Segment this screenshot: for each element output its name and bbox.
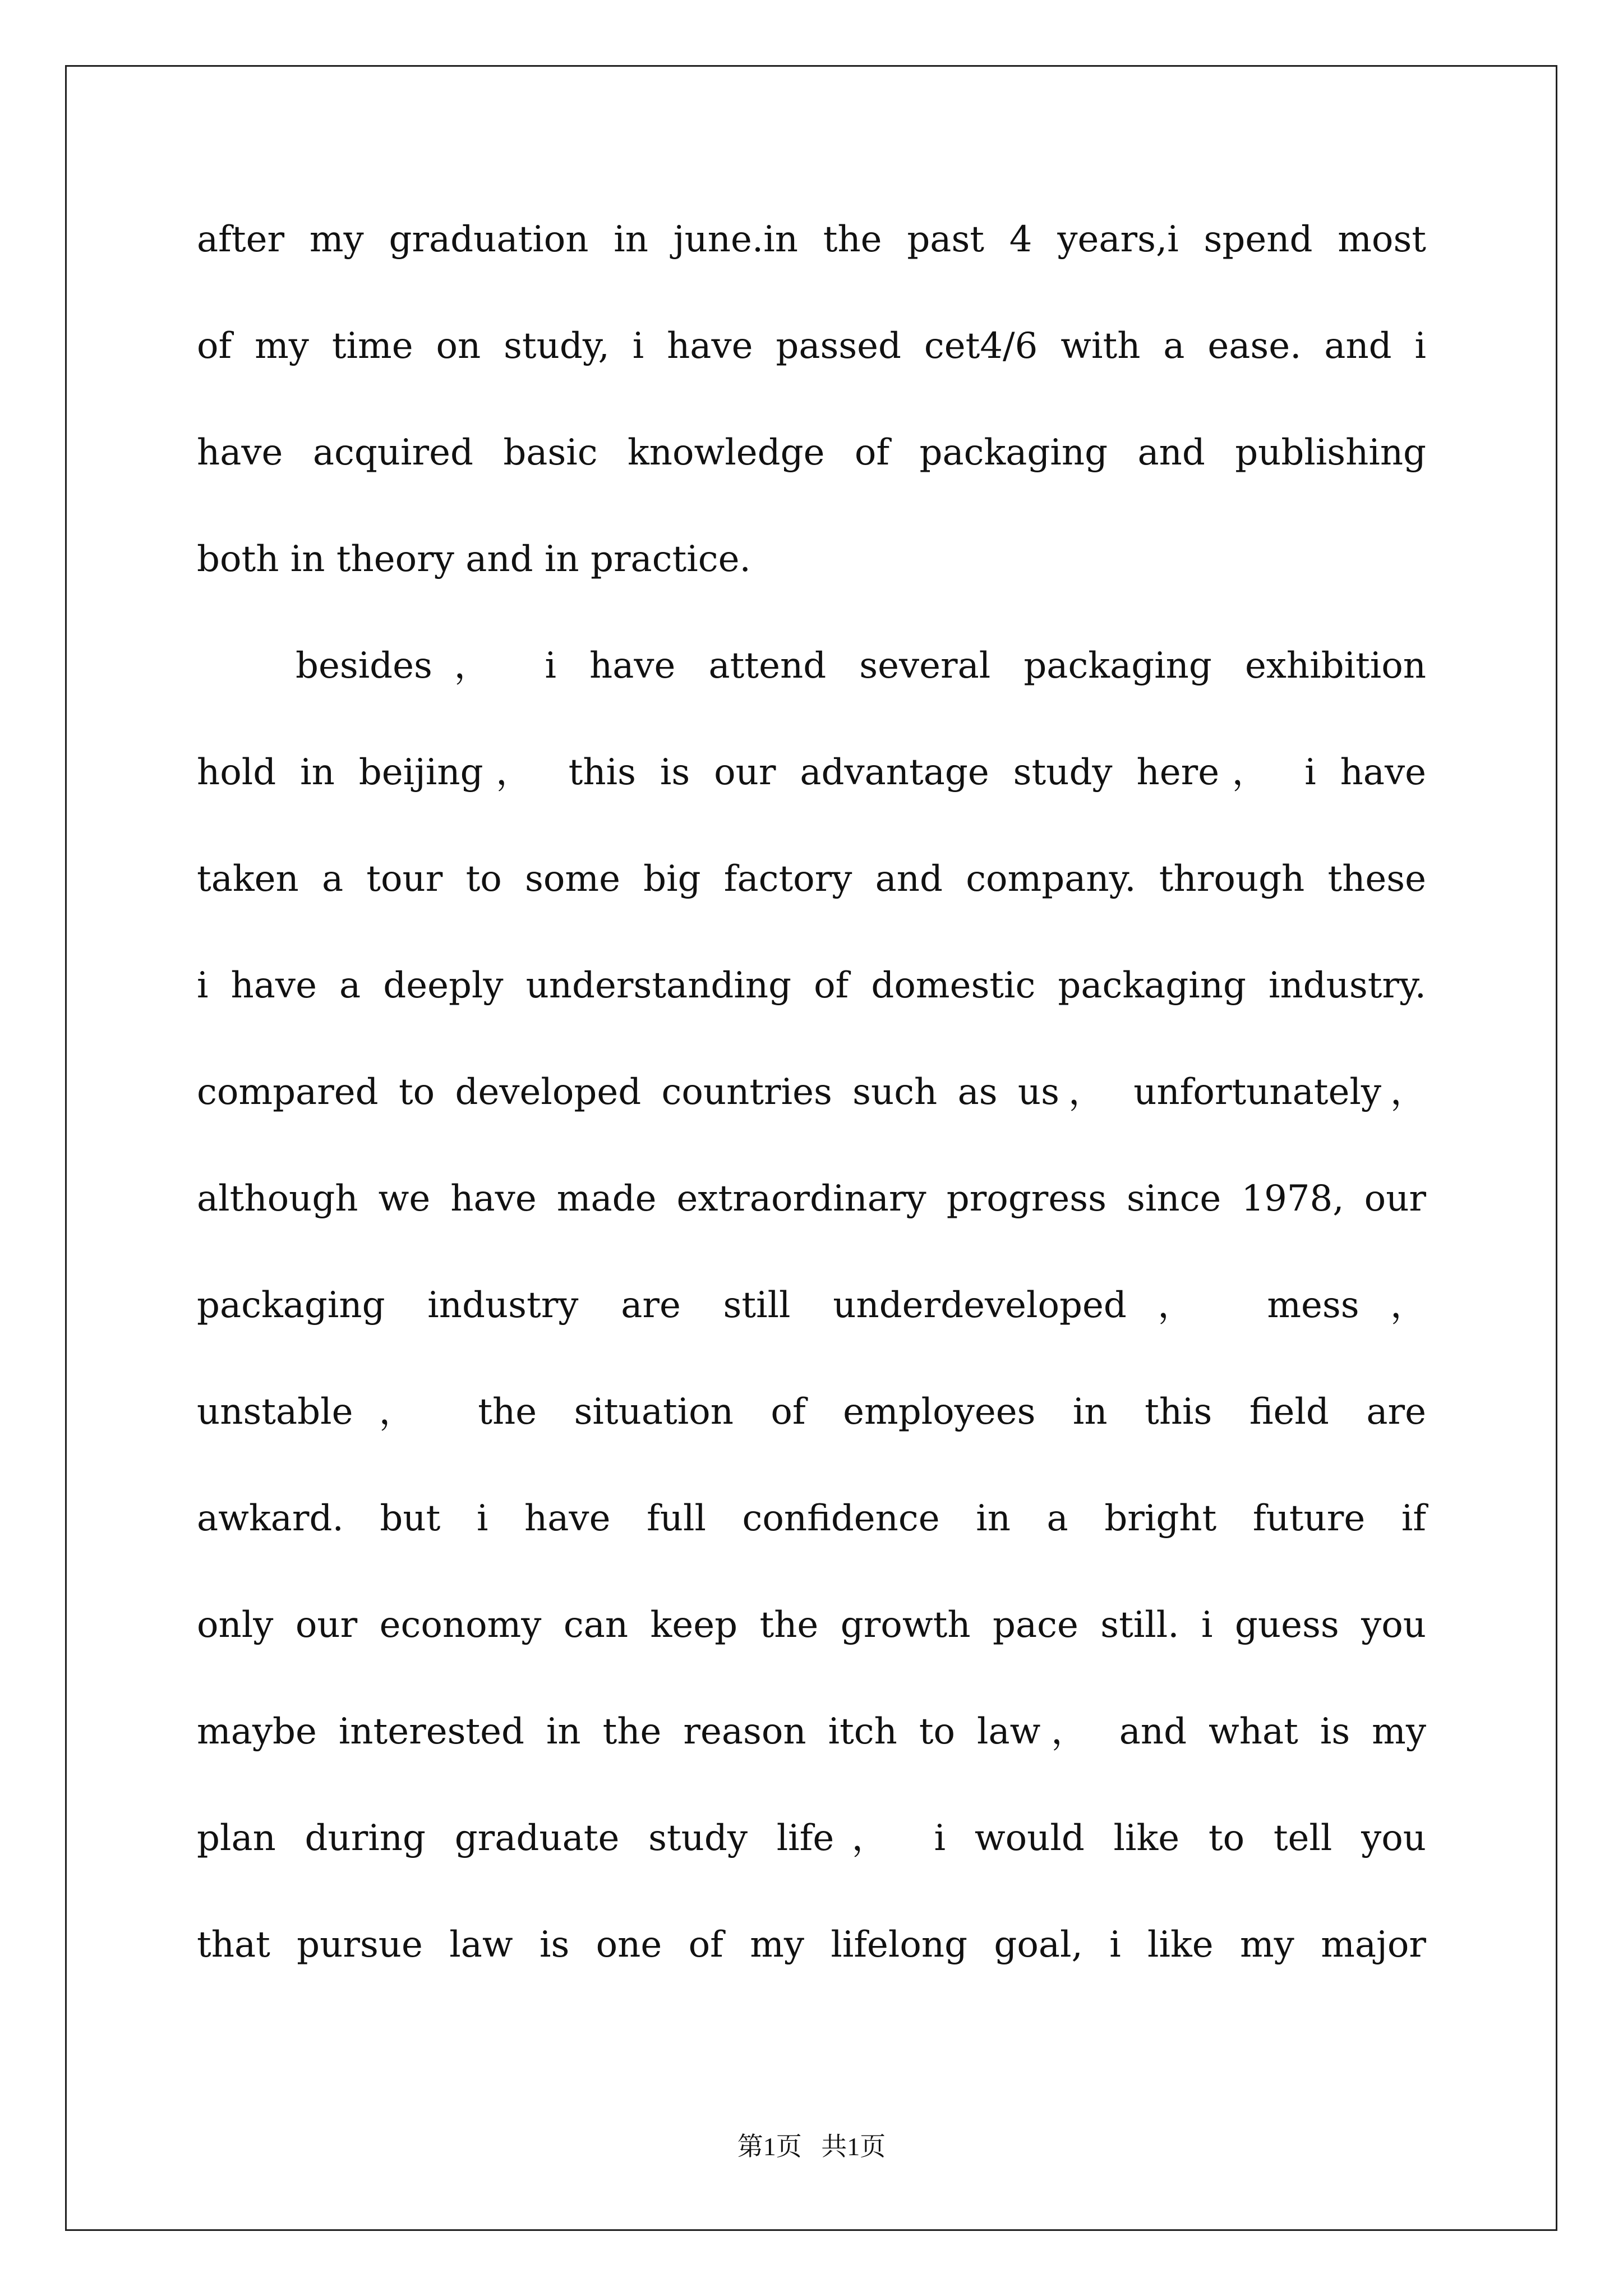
- text-line: hold in beijing， this is our advantage study here， i have: [197, 752, 1426, 793]
- page-number-footer: 第1页 共1页: [737, 2132, 886, 2161]
- text-line: after my graduation in june.in the past 4 years,i spend most: [197, 219, 1426, 260]
- text-line: although we have made extraordinary progress since 1978, our: [197, 1178, 1426, 1220]
- text-line: both in theory and in practice.: [197, 539, 751, 580]
- text-line: packaging industry are still underdeveloped， mess，: [197, 1285, 1426, 1326]
- paragraph-start-line: besides， i have attend several packaging exhibition: [296, 645, 1426, 687]
- text-line: maybe interested in the reason itch to law， and what is my: [197, 1711, 1426, 1752]
- document-body: [197, 219, 1426, 2037]
- text-line: plan during graduate study life， i would like to tell you: [197, 1818, 1426, 1859]
- text-line: compared to developed countries such as us， unfortunately，: [197, 1071, 1426, 1113]
- text-line: taken a tour to some big factory and company. through these: [197, 858, 1426, 900]
- text-line: unstable， the situation of employees in this field are: [197, 1391, 1426, 1433]
- text-line: of my time on study, i have passed cet4/6 with a ease. and i: [197, 325, 1426, 367]
- text-line: awkard. but i have full confidence in a bright future if: [197, 1498, 1426, 1539]
- text-line: i have a deeply understanding of domestic packaging industry.: [197, 965, 1426, 1006]
- text-line: only our economy can keep the growth pace still. i guess you: [197, 1604, 1426, 1646]
- text-line: that pursue law is one of my lifelong goal, i like my major: [197, 1924, 1426, 1966]
- text-line: have acquired basic knowledge of packaging and publishing: [197, 432, 1426, 473]
